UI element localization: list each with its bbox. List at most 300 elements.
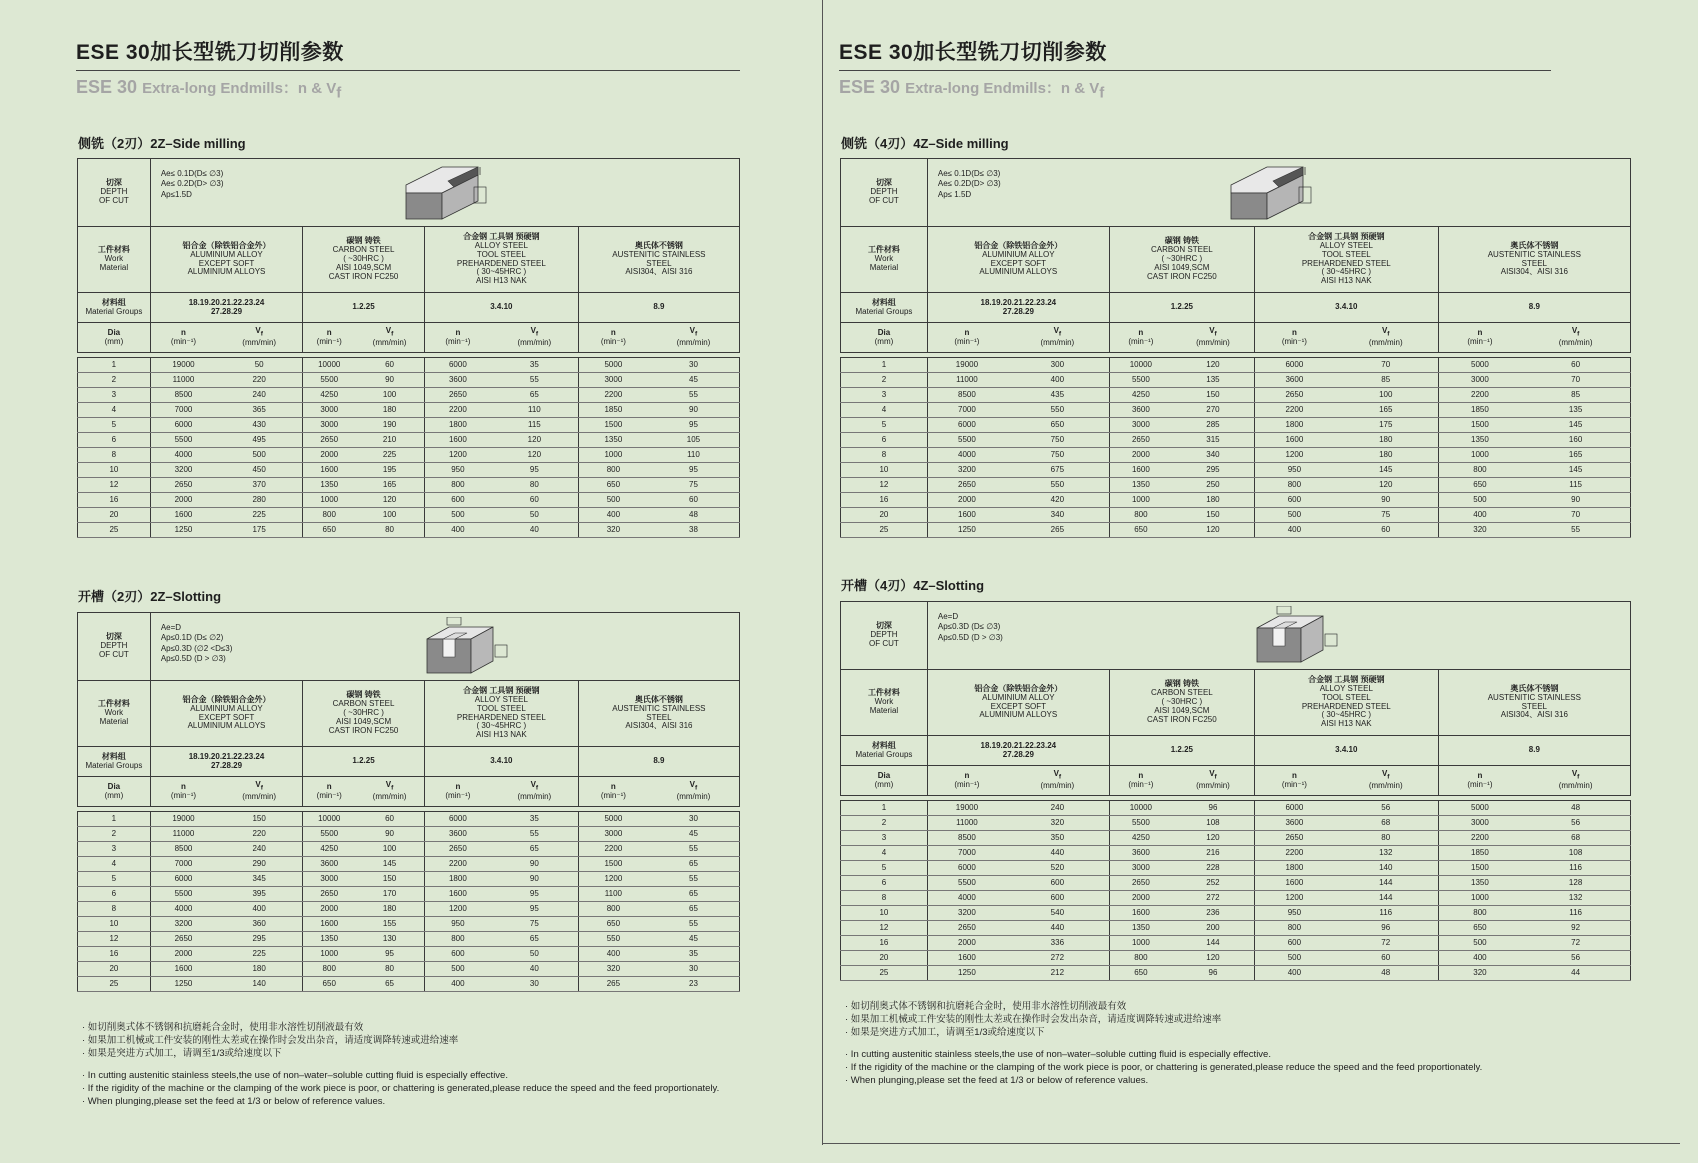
work-label-en2: Material: [99, 262, 129, 272]
material-group-cell: [424, 747, 578, 777]
n-cell: 2650: [1109, 876, 1172, 891]
n-cell: 2650: [303, 887, 356, 902]
dia-unit: (mm): [104, 790, 124, 800]
n-cell: 800: [303, 508, 356, 523]
vf-cell: 60: [355, 358, 424, 373]
material-name-en: EXCEPT SOFT: [198, 258, 255, 268]
vf-cell: 85: [1334, 373, 1438, 388]
vf-cell: 132: [1334, 846, 1438, 861]
material-group-line1: 8.9: [1528, 302, 1540, 312]
vf-unit: (mm/min): [372, 337, 407, 347]
vf-label: [356, 781, 423, 792]
n-cell: 2650: [927, 921, 1006, 936]
table-row: [78, 902, 740, 917]
vf-cell: 175: [216, 523, 303, 538]
material-header-cell: [150, 227, 302, 293]
vf-sub: f: [1058, 774, 1062, 782]
material-name-en: STEEL: [1521, 258, 1547, 268]
vf-cell: 80: [355, 962, 424, 977]
n-unit: (min⁻¹): [170, 336, 197, 346]
n-cell: 5500: [150, 887, 216, 902]
n-header-cell: [927, 323, 1006, 353]
n-cell: 650: [303, 977, 356, 992]
material-group-cell: [1109, 293, 1254, 323]
n-cell: 6000: [424, 812, 491, 827]
vf-label: [1173, 327, 1253, 338]
n-label: n: [1138, 770, 1144, 780]
material-name-en: CARBON STEEL: [1150, 688, 1213, 698]
n-cell: 1600: [303, 463, 356, 478]
n-cell: 3200: [150, 917, 216, 932]
vf-cell: 65: [491, 388, 578, 403]
vf-label: [1335, 770, 1437, 781]
vf-sub: f: [260, 785, 263, 793]
vf-unit: (mm/min): [242, 337, 277, 347]
vf-cell: 265: [1006, 523, 1109, 538]
table-row: [841, 373, 1631, 388]
vf-cell: 40: [491, 523, 578, 538]
n-cell: 500: [578, 493, 648, 508]
slotting-diagram-icon: [421, 617, 511, 675]
work-label-en1: Work: [874, 697, 894, 707]
vf-unit: (mm/min): [676, 791, 711, 801]
dia-cell: 20: [841, 951, 928, 966]
note-en-1-right: · In cutting austenitic stainless steels,the use of non–water–soluble cutting fluid is especially effective.: [845, 1049, 1271, 1061]
vf-cell: 132: [1521, 891, 1630, 906]
material-header-cell: [1109, 227, 1254, 293]
depth-label-en2: OF CUT: [99, 649, 129, 659]
vf-cell: 30: [648, 812, 740, 827]
vf-sub: f: [1058, 331, 1062, 339]
vf-cell: 100: [355, 508, 424, 523]
group-label-cn: 材料组: [871, 297, 896, 307]
table-slotting-2z: [77, 612, 740, 992]
n-unit: (min⁻¹): [1467, 336, 1493, 346]
vf-cell: 120: [1172, 523, 1254, 538]
n-cell: 11000: [927, 816, 1006, 831]
vf-cell: 165: [1334, 403, 1438, 418]
n-cell: 1500: [578, 418, 648, 433]
vf-cell: 100: [355, 842, 424, 857]
vf-sub: f: [695, 785, 698, 793]
n-cell: 800: [424, 478, 491, 493]
vf-cell: 130: [355, 932, 424, 947]
vf-label: [1173, 770, 1253, 781]
vf-cell: 120: [1172, 951, 1254, 966]
vf-cell: 60: [1334, 523, 1438, 538]
depth-spec-line: Ap≤0.5D (D > ∅3): [160, 654, 226, 664]
vf-cell: 55: [648, 872, 740, 887]
vf-sub: f: [1214, 331, 1217, 339]
vf-cell: 56: [1521, 951, 1630, 966]
depth-row: [841, 159, 1631, 227]
n-cell: 6000: [424, 358, 491, 373]
table-row: [841, 478, 1631, 493]
table-row: [841, 906, 1631, 921]
n-cell: 650: [1109, 523, 1172, 538]
vf-cell: 70: [1521, 508, 1630, 523]
material-group-line1: 18.19.20.21.22.23.24: [188, 751, 265, 761]
n-label: n: [610, 781, 616, 791]
n-cell: 500: [1438, 493, 1521, 508]
vf-cell: 60: [648, 493, 740, 508]
n-cell: 19000: [150, 812, 216, 827]
vf-cell: 120: [1172, 358, 1254, 373]
n-cell: 10000: [1109, 801, 1172, 816]
material-header-cell: [1438, 227, 1630, 293]
n-cell: 3000: [1109, 418, 1172, 433]
group-label-cell: [78, 747, 151, 777]
vf-cell: 144: [1334, 891, 1438, 906]
table-row: [78, 827, 740, 842]
vf-cell: 395: [216, 887, 303, 902]
vf-cell: 55: [648, 842, 740, 857]
vf-symbol: V: [1571, 326, 1578, 336]
dia-cell: 5: [78, 418, 151, 433]
vf-cell: 30: [648, 358, 740, 373]
material-header-cell: [150, 681, 302, 747]
subtitle-text: Extra-long Endmills：n & V: [142, 80, 337, 97]
material-name-cn: 合金钢 工具钢 预硬钢: [463, 685, 540, 695]
n-cell: 3600: [1109, 846, 1172, 861]
n-cell: 950: [424, 463, 491, 478]
n-cell: 400: [1438, 951, 1521, 966]
material-name-en: CARBON STEEL: [332, 699, 395, 709]
material-name-en: CAST IRON FC250: [328, 725, 399, 735]
n-cell: 1250: [927, 966, 1006, 981]
material-group-line1: 3.4.10: [490, 756, 513, 766]
vf-cell: 68: [1334, 816, 1438, 831]
note-en-3-right: · When plunging,please set the feed at 1/3 or below of reference values.: [845, 1075, 1149, 1087]
work-label-cn: 工件材料: [867, 245, 900, 255]
material-name-en: AISI 1049,SCM: [1154, 262, 1210, 272]
vf-cell: 35: [491, 812, 578, 827]
page-subtitle-right: [839, 77, 1551, 102]
table-row: [841, 388, 1631, 403]
material-group-cell: [927, 293, 1109, 323]
page-bottom-rule: [822, 1143, 1680, 1144]
n-cell: 650: [1438, 921, 1521, 936]
n-cell: 950: [424, 917, 491, 932]
n-cell: 19000: [150, 358, 216, 373]
n-cell: 1000: [1109, 936, 1172, 951]
n-cell: 4000: [150, 902, 216, 917]
dia-label: Dia: [107, 327, 121, 337]
vf-label: [492, 327, 577, 338]
dia-cell: 4: [78, 403, 151, 418]
vf-cell: 600: [1006, 891, 1109, 906]
material-header-cell: [1254, 227, 1438, 293]
vf-header-cell: [491, 777, 578, 807]
vf-cell: 435: [1006, 388, 1109, 403]
table-row: [78, 932, 740, 947]
n-cell: 5500: [1109, 373, 1172, 388]
n-cell: 4250: [303, 842, 356, 857]
material-name-cn: 铝合金（除铁铝合金外）: [974, 240, 1063, 250]
n-header-cell: [578, 777, 648, 807]
n-cell: 1200: [424, 448, 491, 463]
n-cell: 3000: [578, 827, 648, 842]
n-cell: 11000: [150, 827, 216, 842]
vf-cell: 80: [355, 523, 424, 538]
vf-symbol: V: [255, 326, 261, 336]
n-cell: 800: [1254, 478, 1333, 493]
material-group-line1: 8.9: [653, 302, 665, 312]
vf-cell: 200: [1172, 921, 1254, 936]
dia-cell: 2: [78, 827, 151, 842]
material-name-cn: 铝合金（除铁铝合金外）: [974, 683, 1063, 693]
n-cell: 1800: [1254, 418, 1333, 433]
dia-cell: 25: [841, 523, 928, 538]
material-header-cell: [1109, 670, 1254, 736]
vf-cell: 290: [216, 857, 303, 872]
vf-unit: (mm/min): [1368, 780, 1403, 790]
vf-cell: 120: [355, 493, 424, 508]
vf-cell: 165: [355, 478, 424, 493]
table-row: [78, 403, 740, 418]
vf-cell: 120: [491, 433, 578, 448]
vf-label: [492, 781, 577, 792]
n-cell: 10000: [303, 812, 356, 827]
dia-label: Dia: [877, 770, 891, 780]
vf-unit: (mm/min): [1558, 780, 1593, 790]
vf-cell: 116: [1334, 906, 1438, 921]
n-cell: 1800: [1254, 861, 1333, 876]
vf-symbol: V: [1209, 769, 1215, 779]
n-cell: 1600: [1254, 876, 1333, 891]
n-header-cell: [1438, 323, 1521, 353]
note-cn-2-right: · 如果加工机械或工件安装的刚性太差或在操作时会发出杂音，请适度调降转速或进给速率: [845, 1013, 1222, 1025]
vf-cell: 128: [1521, 876, 1630, 891]
vf-header-cell: [1521, 766, 1630, 796]
n-cell: 19000: [927, 358, 1006, 373]
n-cell: 5000: [578, 812, 648, 827]
material-name-en: AISI304、AISI 316: [625, 721, 693, 731]
vf-sub: f: [1577, 331, 1580, 339]
vf-header-cell: [1006, 766, 1109, 796]
vf-cell: 48: [1521, 801, 1630, 816]
depth-spec-cell: [927, 602, 1630, 670]
n-cell: 1600: [927, 951, 1006, 966]
depth-label-en1: DEPTH: [100, 187, 128, 197]
n-cell: 600: [1254, 936, 1333, 951]
table-row: [78, 493, 740, 508]
n-cell: 1100: [578, 887, 648, 902]
vf-cell: 60: [1334, 951, 1438, 966]
material-group-line1: 3.4.10: [1335, 302, 1358, 312]
n-cell: 1350: [578, 433, 648, 448]
vf-cell: 90: [648, 403, 740, 418]
dia-cell: 4: [841, 403, 928, 418]
material-groups-row: [841, 293, 1631, 323]
depth-label-cn: 切深: [875, 178, 892, 188]
depth-spec-line: Ae=D: [160, 623, 182, 632]
vf-label: [649, 781, 738, 792]
vf-cell: 250: [1172, 478, 1254, 493]
material-name-en: ALLOY STEEL: [474, 240, 528, 250]
n-cell: 400: [1254, 966, 1333, 981]
n-cell: 2000: [150, 493, 216, 508]
n-cell: 1850: [1438, 403, 1521, 418]
right-title-block: [839, 36, 1551, 102]
n-cell: 800: [1109, 508, 1172, 523]
material-name-en: ALUMINIUM ALLOY: [982, 692, 1055, 702]
vf-cell: 50: [491, 508, 578, 523]
n-cell: 1850: [578, 403, 648, 418]
subtitle-sub: f: [336, 84, 342, 102]
group-label-en: Material Groups: [85, 760, 143, 770]
n-cell: 3000: [1438, 816, 1521, 831]
vf-cell: 135: [1521, 403, 1630, 418]
work-label-en1: Work: [104, 254, 124, 264]
vf-cell: 220: [216, 827, 303, 842]
material-group-cell: [1254, 736, 1438, 766]
vf-cell: 96: [1334, 921, 1438, 936]
material-name-en: AISI H13 NAK: [476, 276, 527, 286]
vf-cell: 48: [1334, 966, 1438, 981]
vf-sub: f: [391, 785, 394, 793]
note-cn-2: · 如果加工机械或工件安装的刚性太差或在操作时会发出杂音，请适度调降转速或进给速率: [82, 1034, 459, 1046]
depth-spec-line: Ap≤1.5D: [160, 189, 192, 199]
n-cell: 320: [578, 523, 648, 538]
vf-cell: 72: [1334, 936, 1438, 951]
group-label-cn: 材料组: [101, 297, 126, 307]
n-header-cell: [150, 323, 216, 353]
dia-cell: 1: [78, 812, 151, 827]
dia-cell: 2: [78, 373, 151, 388]
n-cell: 2650: [303, 433, 356, 448]
table-row: [841, 523, 1631, 538]
n-cell: 1200: [578, 872, 648, 887]
left-title-block: [76, 36, 740, 102]
depth-spec-line: Ap≤0.1D (D≤ ∅2): [160, 633, 224, 643]
n-cell: 3200: [927, 906, 1006, 921]
vf-cell: 45: [648, 932, 740, 947]
vf-cell: 180: [355, 403, 424, 418]
n-cell: 1850: [1438, 846, 1521, 861]
dia-cell: 5: [841, 418, 928, 433]
n-header-cell: [303, 323, 356, 353]
vf-header-cell: [1521, 323, 1630, 353]
material-header-cell: [578, 227, 739, 293]
vf-label: [217, 327, 301, 338]
depth-spec-lines: [161, 623, 233, 665]
left-page: [0, 0, 810, 1163]
dia-label: Dia: [877, 327, 891, 337]
n-label: n: [326, 327, 332, 337]
units-row: [841, 323, 1631, 353]
vf-symbol: V: [689, 780, 696, 790]
n-header-cell: [150, 777, 216, 807]
work-label-cn: 工件材料: [97, 699, 130, 709]
n-cell: 650: [578, 917, 648, 932]
n-label: n: [181, 327, 186, 337]
n-unit: (min⁻¹): [954, 336, 980, 346]
depth-spec-lines: [161, 169, 224, 200]
table-row: [841, 831, 1631, 846]
n-cell: 650: [303, 523, 356, 538]
n-cell: 6000: [150, 418, 216, 433]
depth-spec-line: Ae≤ 0.2D(D> ∅3): [937, 179, 1001, 189]
n-cell: 265: [578, 977, 648, 992]
material-name-en: AISI H13 NAK: [1320, 719, 1372, 729]
work-label-cell: [841, 227, 928, 293]
material-name-en: AISI 1049,SCM: [335, 262, 392, 272]
vf-symbol: V: [1571, 769, 1578, 779]
n-cell: 4000: [927, 891, 1006, 906]
work-label-cn: 工件材料: [867, 688, 900, 698]
vf-cell: 116: [1521, 861, 1630, 876]
n-header-cell: [1109, 766, 1172, 796]
material-group-line2: 27.28.29: [1002, 306, 1034, 316]
vf-cell: 75: [491, 917, 578, 932]
material-group-line1: 1.2.25: [1170, 745, 1193, 755]
material-name-en: PREHARDENED STEEL: [1301, 701, 1391, 711]
n-cell: 1500: [1438, 861, 1521, 876]
vf-cell: 216: [1172, 846, 1254, 861]
work-label-en1: Work: [104, 708, 124, 718]
n-label: n: [964, 327, 970, 337]
dia-cell: 2: [841, 816, 928, 831]
vf-cell: 65: [355, 977, 424, 992]
vf-cell: 550: [1006, 478, 1109, 493]
subtitle-prefix-right: ESE 30: [839, 77, 901, 97]
work-label-cell: [78, 227, 151, 293]
material-group-line1: 8.9: [653, 756, 665, 766]
n-cell: 6000: [927, 418, 1006, 433]
table-row: [841, 951, 1631, 966]
n-cell: 10000: [303, 358, 356, 373]
n-header-cell: [424, 777, 491, 807]
dia-cell: 12: [841, 921, 928, 936]
dia-cell: 25: [78, 977, 151, 992]
vf-cell: 65: [648, 857, 740, 872]
vf-cell: 236: [1172, 906, 1254, 921]
material-name-en: AISI 1049,SCM: [1154, 705, 1210, 715]
right-page: [822, 0, 1698, 1145]
n-cell: 1000: [578, 448, 648, 463]
vf-cell: 55: [648, 388, 740, 403]
n-cell: 1600: [424, 433, 491, 448]
vf-cell: 400: [216, 902, 303, 917]
material-name-cn: 奥氏体不锈钢: [634, 694, 683, 704]
n-header-cell: [303, 777, 356, 807]
n-cell: 2000: [927, 936, 1006, 951]
vf-cell: 195: [355, 463, 424, 478]
vf-cell: 70: [1521, 373, 1630, 388]
depth-label-en1: DEPTH: [870, 187, 898, 197]
material-name-en: ( ~30HRC ): [1161, 254, 1203, 264]
units-row: [78, 323, 740, 353]
n-cell: 5000: [1438, 358, 1521, 373]
material-group-line1: 18.19.20.21.22.23.24: [188, 297, 265, 307]
n-cell: 2200: [1438, 388, 1521, 403]
table-row: [841, 403, 1631, 418]
n-cell: 7000: [927, 403, 1006, 418]
n-cell: 500: [424, 508, 491, 523]
material-name-en: ALUMINIUM ALLOYS: [979, 267, 1058, 277]
table-row: [78, 812, 740, 827]
vf-cell: 90: [1521, 493, 1630, 508]
vf-cell: 280: [216, 493, 303, 508]
table-row: [78, 887, 740, 902]
n-cell: 3000: [303, 403, 356, 418]
n-unit: (min⁻¹): [445, 336, 471, 346]
work-material-row: [78, 681, 740, 747]
n-cell: 1250: [150, 977, 216, 992]
depth-row: [78, 159, 740, 227]
note-cn-1-right: · 如切削奥式体不锈钢和抗磨耗合金时，使用非水溶性切削液最有效: [845, 1001, 1127, 1012]
